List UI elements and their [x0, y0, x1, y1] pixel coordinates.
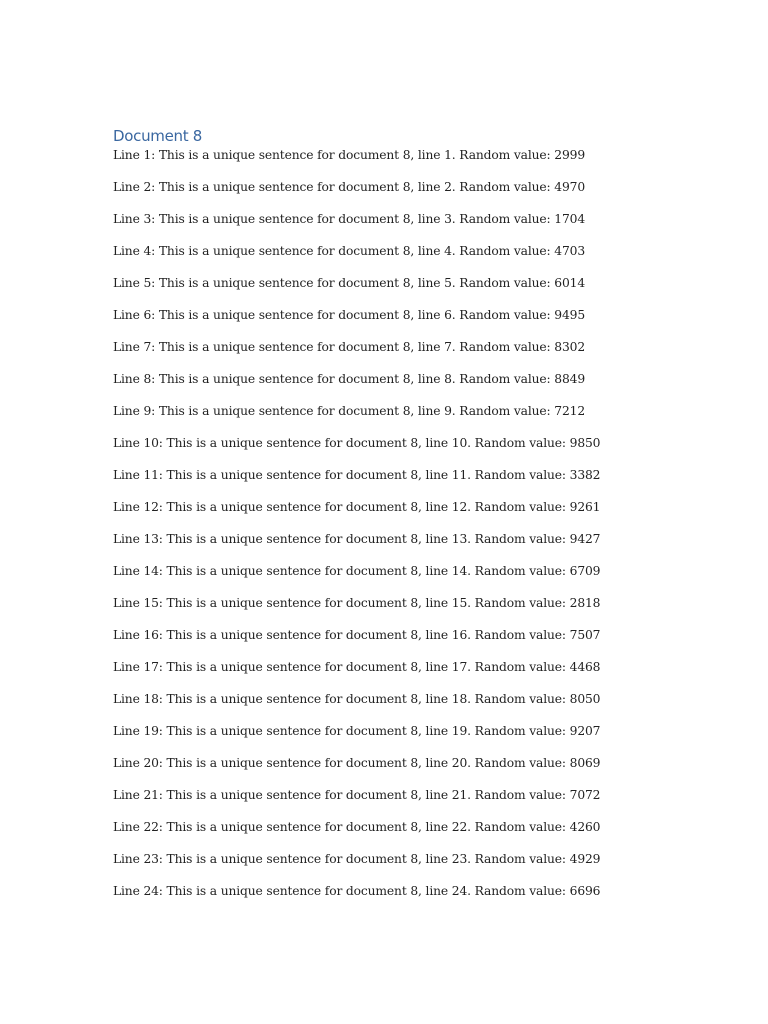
document-line: Line 24: This is a unique sentence for document 8, line 24. Random value: 6696: [113, 884, 601, 898]
document-line: Line 14: This is a unique sentence for document 8, line 14. Random value: 6709: [113, 564, 601, 578]
document-line: Line 4: This is a unique sentence for document 8, line 4. Random value: 4703: [113, 244, 585, 258]
document-line: Line 2: This is a unique sentence for document 8, line 2. Random value: 4970: [113, 180, 585, 194]
document-line: Line 10: This is a unique sentence for document 8, line 10. Random value: 9850: [113, 436, 601, 450]
document-line: Line 23: This is a unique sentence for document 8, line 23. Random value: 4929: [113, 852, 601, 866]
document-line: Line 22: This is a unique sentence for document 8, line 22. Random value: 4260: [113, 820, 601, 834]
document-page: [113, 125, 673, 915]
document-line: Line 1: This is a unique sentence for document 8, line 1. Random value: 2999: [113, 148, 585, 162]
document-line: Line 16: This is a unique sentence for document 8, line 16. Random value: 7507: [113, 628, 601, 642]
document-line: Line 9: This is a unique sentence for document 8, line 9. Random value: 7212: [113, 404, 585, 418]
document-line: Line 7: This is a unique sentence for document 8, line 7. Random value: 8302: [113, 340, 585, 354]
document-line: Line 3: This is a unique sentence for document 8, line 3. Random value: 1704: [113, 212, 585, 226]
document-line: Line 20: This is a unique sentence for document 8, line 20. Random value: 8069: [113, 756, 601, 770]
document-line: Line 18: This is a unique sentence for document 8, line 18. Random value: 8050: [113, 692, 601, 706]
document-line: Line 11: This is a unique sentence for document 8, line 11. Random value: 3382: [113, 468, 601, 482]
document-line: Line 19: This is a unique sentence for document 8, line 19. Random value: 9207: [113, 724, 601, 738]
document-line: Line 21: This is a unique sentence for document 8, line 21. Random value: 7072: [113, 788, 601, 802]
document-line: Line 5: This is a unique sentence for document 8, line 5. Random value: 6014: [113, 276, 585, 290]
document-lines: [113, 147, 673, 915]
document-title: Document 8: [113, 127, 203, 145]
document-line: Line 6: This is a unique sentence for document 8, line 6. Random value: 9495: [113, 308, 585, 322]
document-line: Line 12: This is a unique sentence for document 8, line 12. Random value: 9261: [113, 500, 601, 514]
document-line: Line 15: This is a unique sentence for document 8, line 15. Random value: 2818: [113, 596, 601, 610]
document-line: Line 17: This is a unique sentence for document 8, line 17. Random value: 4468: [113, 660, 601, 674]
document-line: Line 13: This is a unique sentence for document 8, line 13. Random value: 9427: [113, 532, 601, 546]
document-line: Line 8: This is a unique sentence for document 8, line 8. Random value: 8849: [113, 372, 585, 386]
